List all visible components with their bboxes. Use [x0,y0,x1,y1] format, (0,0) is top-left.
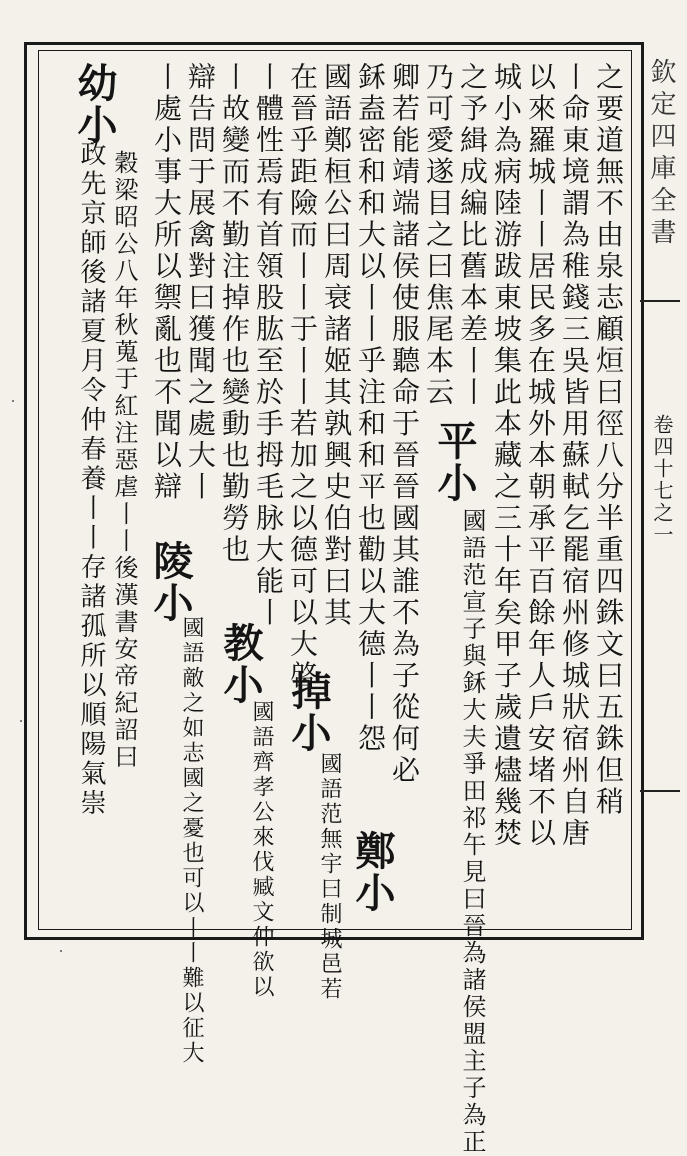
margin-rule-top [640,300,680,302]
scan-speck [20,720,22,722]
text-column-11: 丨體性焉有首領股肱至於手拇毛脉大能丨 [252,62,285,629]
annotation-jiaoxiao: 國語齊孝公來伐臧文仲欲以 [249,700,274,1000]
text-column-8: 鉌盍密和和大以丨丨乎注和和平也勸以大德丨丨怨 [354,62,387,755]
text-column-12: 丨故變而不勤注掉作也變動也勤勞也 [218,62,251,566]
annotation-pingxiao: 國語范宣子與鉌大夫爭田祁午見曰晉為諸侯盟主子為正 [458,508,486,1156]
text-column-7: 卿若能靖端諸侯使服聽命于晉晉國其誰不為子從何必 [388,62,421,787]
text-column-3: 以來羅城丨丨居民多在城外本朝承平百餘年人戶安堵不以 [524,62,557,850]
text-column-15: 政先京師後諸夏月令仲春養丨丨存諸孤所以順陽氣崇 [76,140,106,819]
text-column-13: 辯告問于展禽對曰獲聞之處大丨 [184,62,217,503]
text-column-9: 國語鄭桓公曰周衰諸姬其孰興史伯對曰其 [320,62,353,629]
margin-book-title: 欽定四庫全書 [646,58,676,250]
heading-zhuoxiao: 掉小 [285,670,332,754]
margin-volume-label: 卷四十七之一 [650,414,674,546]
margin-rule-bottom [640,790,680,792]
annotation-youxiao: 穀梁昭公八年秋蒐于紅注惡虐丨丨後漢書安帝紀詔曰 [110,150,138,771]
heading-zhengxiao: 鄭小 [349,830,396,914]
text-column-2: 丨命東境謂為稚錢三吳皆用蘇軾乞罷宿州修城狀宿州自唐 [558,62,591,850]
heading-pingxiao: 平小 [431,420,478,504]
annotation-lingxiao: 國語敵之如志國之憂也可以丨丨難以征大 [179,616,204,1066]
heading-lingxiao: 陵小 [147,540,194,624]
scan-speck [12,400,14,402]
scan-speck [60,950,62,952]
text-column-10: 在晉乎距險而丨丨于丨丨若加之以德可以大啓 [286,62,319,692]
heading-jiaoxiao: 教小 [217,622,264,706]
page-margin [640,42,686,940]
text-column-4: 城小為病陸游跋東坡集此本藏之三十年矣甲子歲遺燼幾焚 [490,62,523,850]
text-column-6: 乃可愛遂目之曰焦尾本云 [422,62,455,409]
annotation-zhuoxiao: 國語范無宇曰制城邑若 [317,752,342,1002]
text-column-1: 之要道無不由泉志顧烜曰徑八分半重四銖文曰五銖但稍 [592,62,625,818]
heading-youxiao: 幼小 [71,62,118,146]
text-column-5: 之予緝成編比舊本差丨丨 [456,62,489,409]
text-column-14: 丨處小事大所以禦亂也不聞以辯 [150,62,183,503]
